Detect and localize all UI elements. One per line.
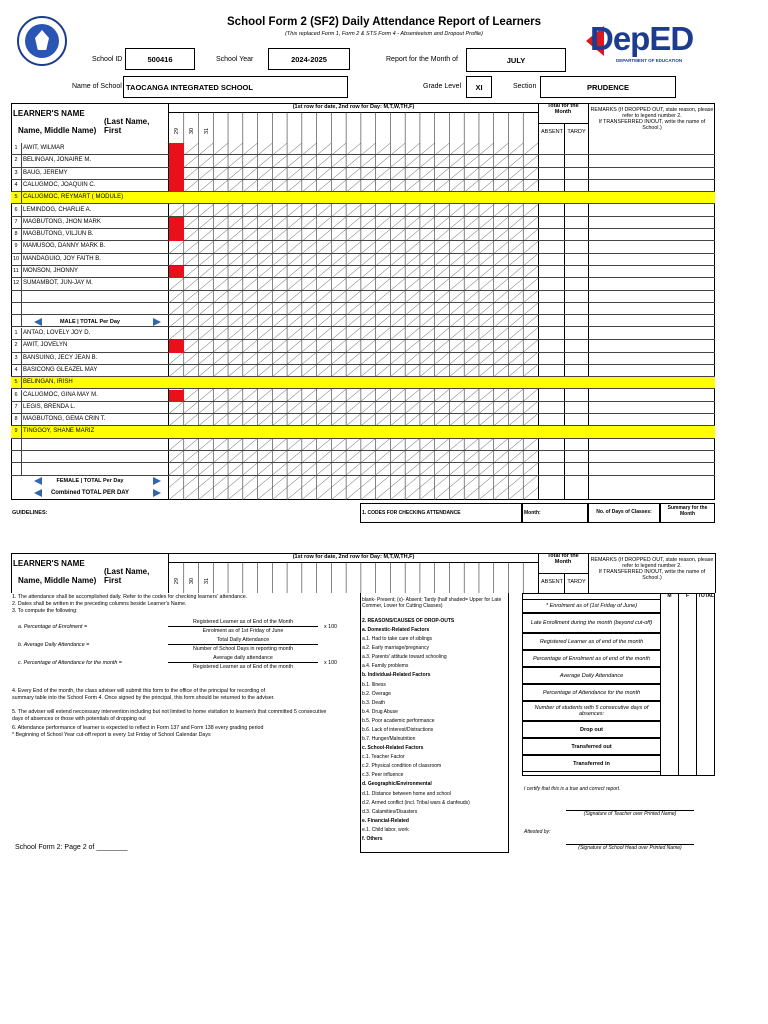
- female-total-label: FEMALE | TOTAL Per Day: [56, 478, 124, 484]
- learner-name: SUMAMBOT, JUN-JAY M.: [23, 280, 93, 287]
- codes-label: 1. CODES FOR CHECKING ATTENDANCE: [362, 510, 461, 516]
- learner-name-header-p2: [12, 557, 168, 593]
- day-30-p2: 30: [189, 577, 195, 585]
- male-learner-row: [11, 217, 715, 229]
- remarks-header: [590, 107, 714, 131]
- reasons-title: 2. REASONS/CAUSES OF DROP-OUTS: [362, 618, 455, 624]
- day-cell-diagonal: [317, 487, 332, 499]
- day-cell-diagonal: [184, 487, 199, 499]
- reason-item: e. Financial-Related: [362, 817, 409, 824]
- learner-name: LEGIS, BRENDA L.: [23, 403, 76, 410]
- total-month-header-p2: Total for the Month: [547, 553, 579, 565]
- reason-item: e.1. Child labor, work: [362, 826, 409, 833]
- learner-name: MANDAGUIO, JOY FAITH B.: [23, 255, 101, 262]
- day-cell-diagonal: [287, 475, 302, 487]
- reason-item: f. Others: [362, 835, 383, 842]
- formula-a-x100: x 100: [324, 624, 337, 630]
- learner-name: MAGBUTONG, GEMA CRIN T.: [23, 416, 106, 423]
- section-field[interactable]: PRUDENCE: [540, 76, 676, 98]
- combined-total-row: [12, 487, 168, 499]
- formula-c-num: Average daily attendance: [213, 655, 273, 661]
- arrow-left-icon: [34, 477, 42, 485]
- reason-item: a.3. Parents' attitude toward schooling: [362, 654, 447, 660]
- male-learner-row: [11, 254, 715, 266]
- learner-name: BANSUING, JECY JEAN B.: [23, 354, 98, 361]
- male-learner-row: [11, 168, 715, 180]
- female-total-row: [12, 475, 168, 487]
- school-id-label: School ID: [92, 56, 123, 63]
- reasons-list: [362, 626, 507, 844]
- female-learner-row: [11, 353, 715, 365]
- day-cell-diagonal: [523, 475, 538, 487]
- reason-item: b.6. Lack of interest/Distractions: [362, 726, 434, 733]
- learner-name-title-p2: LEARNER'S NAME: [13, 559, 85, 568]
- report-month-label: Report for the Month of: [386, 56, 458, 63]
- report-month-field[interactable]: JULY: [466, 48, 566, 72]
- deped-logo: [586, 20, 706, 68]
- learner-number: 4: [14, 366, 18, 373]
- reason-item: b.2. Overage: [362, 690, 391, 697]
- absent-mark: [169, 229, 184, 241]
- form-subtitle: (This replaced Form 1, Form 2 & STS Form 4 - Absenteeism and Dropout Profile): [285, 31, 483, 37]
- learner-number: 3: [14, 169, 18, 176]
- guideline-5a: 5. The adviser will extend neccessary intervention including but not limited to home visitation to learner/s that committed 5 consecutive: [12, 709, 327, 715]
- day-cell-diagonal: [184, 475, 199, 487]
- guideline-2: 2. Dates shall be written in the preceding columns beside Learner's Name.: [12, 601, 187, 607]
- reason-item: c. School-Related Factors: [362, 744, 424, 751]
- remarks-header-p2: [590, 557, 714, 581]
- male-learner-row: [11, 278, 715, 290]
- learner-name-title: LEARNER'S NAME: [13, 109, 85, 118]
- day-cell-diagonal: [376, 487, 391, 499]
- summary-row-label: Percentage of Enrolment as of end of the month: [522, 650, 661, 667]
- summary-row-label: Number of students with 5 consecutive days of absences:: [522, 701, 661, 721]
- formula-b-num: Total Daily Attendance: [216, 637, 270, 643]
- day-cell-diagonal: [464, 487, 479, 499]
- day-cell-diagonal: [213, 475, 228, 487]
- reason-item: b.7. Hunger/Malnutrition: [362, 735, 416, 742]
- learner-number: 12: [12, 280, 20, 287]
- day-29: 29: [174, 127, 180, 135]
- female-learner-row: [11, 451, 715, 463]
- learner-name: MAMUSOG, DANNY MARK B.: [23, 243, 106, 250]
- school-year-field[interactable]: 2024-2025: [268, 48, 350, 70]
- reason-item: b.4. Drug Abuse: [362, 708, 398, 715]
- guideline-5b: days of absences or those with potentials of dropping out: [12, 715, 146, 722]
- learner-name: CALUGMOC, JOAQUIN C.: [23, 181, 96, 188]
- day-cell-diagonal: [420, 475, 435, 487]
- codes-text: blank- Present; (x)- Absent; Tardy (half shaded= Upper for Late Commer, Lower for Cutting Classes): [362, 597, 502, 609]
- days-header: (1st row for date, 2nd row for Day: M,T,W,TH,F): [292, 104, 415, 110]
- formula-c-den: Registered Learner as of End of the month: [192, 664, 294, 670]
- day-cell-diagonal: [243, 475, 258, 487]
- summary-row-label: Percentage of Attendance for the month: [522, 684, 661, 701]
- learner-number: 3: [14, 354, 18, 361]
- learner-name: BASICONG GLEAZEL MAY: [23, 366, 98, 373]
- teacher-signature-label: (Signature of Teacher over Printed Name): [583, 811, 677, 817]
- summary-m-header: M: [667, 593, 672, 599]
- formula-b-label: b. Average Daily Attendance =: [18, 642, 90, 648]
- reason-item: d.3. Calamities/Disasters: [362, 808, 418, 815]
- day-cell-diagonal: [435, 475, 450, 487]
- reason-item: d. Geographic/Environmental: [362, 781, 432, 787]
- summary-row-label: Transferred out: [522, 738, 661, 755]
- day-cell-diagonal: [405, 475, 420, 487]
- male-learner-row: [11, 143, 715, 155]
- absent-mark: [169, 143, 184, 155]
- learner-number: 5: [14, 379, 18, 386]
- absent-mark: [169, 390, 184, 402]
- day-30: 30: [189, 127, 195, 135]
- male-learner-row: [11, 155, 715, 167]
- male-learner-row: [11, 192, 715, 204]
- formula-c-label: c. Percentage of Attendance for the month =: [18, 660, 122, 666]
- learner-number: 1: [14, 330, 18, 336]
- learner-number: 6: [14, 206, 18, 213]
- remarks-line-1-p2: REMARKS (If DROPPED OUT, state reason, please refer to legend number 2.: [590, 557, 714, 569]
- day-cell-diagonal: [287, 487, 302, 499]
- summary-f-header: F: [685, 593, 690, 599]
- female-learner-row: [11, 402, 715, 414]
- learner-name: AWIT, WILMAR: [23, 145, 65, 151]
- school-year-label: School Year: [216, 56, 254, 63]
- formula-a-den: Enrolment as of 1st Friday of June: [202, 628, 284, 634]
- female-learner-row: [11, 426, 715, 438]
- school-name-field[interactable]: TAOCANGA INTEGRATED SCHOOL: [123, 76, 348, 98]
- head-signature-label: (Signature of School Head over Printed Name): [578, 845, 682, 851]
- female-learner-row: [11, 340, 715, 352]
- summary-label: Summary for the Month: [667, 505, 708, 517]
- day-cell-diagonal: [479, 487, 494, 499]
- day-cell-diagonal: [346, 475, 361, 487]
- day-cell-diagonal: [523, 487, 538, 499]
- formula-b-den: Number of School Days in reporting month: [192, 646, 294, 652]
- day-cell-diagonal: [228, 487, 243, 499]
- reason-item: b.5. Poor academic performance: [362, 717, 435, 724]
- form-title: School Form 2 (SF2) Daily Attendance Report of Learners: [227, 16, 541, 28]
- combined-total-label: Combined TOTAL PER DAY: [50, 490, 130, 496]
- day-cell-diagonal: [317, 475, 332, 487]
- total-month-header: Total for the Month: [547, 103, 579, 115]
- section-label: Section: [513, 83, 537, 90]
- reason-item: d.2. Armed conflict (incl. Tribal wars & clanfeuds): [362, 799, 470, 806]
- formula-a-label: a. Percentage of Enrolment =: [18, 624, 88, 630]
- day-cell-diagonal: [405, 487, 420, 499]
- guidelines-label: GUIDELINES:: [12, 510, 48, 516]
- learner-number: 1: [14, 145, 18, 151]
- learner-name: BELINGAN, JONAIRE M.: [23, 157, 92, 164]
- guideline-4a: 4. Every End of the month, the class adviser will submit this form to the office of the principal for recording of: [12, 688, 266, 694]
- arrow-right-icon: [153, 489, 161, 497]
- page-number-label: School Form 2: Page 2 of ________: [15, 844, 128, 851]
- deped-logo-text: DepED: [590, 20, 694, 57]
- day-cell-diagonal: [331, 475, 346, 487]
- day-cell-diagonal: [199, 475, 214, 487]
- learner-number: 4: [14, 181, 18, 188]
- day-31: 31: [204, 127, 210, 135]
- learner-number: 2: [14, 342, 18, 349]
- reason-item: b.3. Death: [362, 699, 386, 706]
- day-cell-diagonal: [169, 475, 184, 487]
- guideline-4: [12, 688, 275, 701]
- remarks-line-2: If TRANSFERRED IN/OUT, write the name of School.): [598, 119, 706, 131]
- day-cell-diagonal: [479, 475, 494, 487]
- learner-name: BAUG, JEREMY: [23, 169, 68, 176]
- day-cell-diagonal: [508, 487, 523, 499]
- reason-item: d.1. Distance between home and school: [362, 790, 451, 797]
- day-cell-diagonal: [464, 475, 479, 487]
- learner-number: 2: [14, 157, 18, 164]
- female-learner-row: [11, 328, 715, 340]
- absent-mark: [169, 155, 184, 167]
- grade-level-label: Grade Level: [423, 83, 462, 90]
- absent-header: ABSENT: [540, 129, 563, 135]
- learner-name: TINGGOY, SHANE MARIZ: [23, 428, 95, 435]
- reason-item: a.4. Family problems: [362, 663, 409, 669]
- day-cell-diagonal: [361, 475, 376, 487]
- reason-item: b.1. Illness: [362, 681, 386, 688]
- learner-number: 8: [14, 231, 18, 238]
- month-label: Month:: [524, 510, 541, 516]
- male-learner-row: [11, 291, 715, 303]
- summary-row-label: Drop out: [522, 721, 661, 738]
- day-grid-page2: [169, 562, 538, 593]
- day-31-p2: 31: [204, 577, 210, 585]
- guideline-6b: * Beginning of School Year cut-off report is every 1st Friday of School Calendar Days: [12, 731, 211, 738]
- reason-item: c.2. Physical condition of classroom: [362, 763, 442, 769]
- learner-name: MAGBUTONG, JHON MARK: [23, 218, 101, 225]
- day-cell-diagonal: [258, 475, 273, 487]
- summary-row-label: Average Daily Attendance: [522, 667, 661, 684]
- absent-mark: [169, 217, 184, 229]
- summary-row-label: Late Enrollment during the month (beyond cut-off): [522, 613, 661, 633]
- learner-number: 7: [14, 218, 18, 225]
- summary-row-label: * Enrolment as of (1st Friday of June): [522, 599, 661, 613]
- learner-number: 6: [14, 391, 18, 398]
- formula-a-num: Registered Learner as of End of the Month: [192, 619, 294, 625]
- arrow-left-icon: [34, 489, 42, 497]
- remarks-line-2-p2: If TRANSFERRED IN/OUT, write the name of School.): [598, 569, 706, 581]
- day-cell-diagonal: [272, 487, 287, 499]
- day-cell-diagonal: [199, 487, 214, 499]
- day-cell-diagonal: [449, 487, 464, 499]
- learner-name-sub2-p2: Name, Middle Name): [18, 576, 97, 585]
- absent-mark: [169, 180, 184, 192]
- female-learner-row: [11, 365, 715, 377]
- guideline-1: 1. The attendance shall be accomplished daily. Refer to the codes for checking learners' attendance.: [12, 594, 248, 600]
- male-learner-row: [11, 266, 715, 278]
- learner-name-sub2: Name, Middle Name): [18, 126, 97, 135]
- male-learner-row: [11, 180, 715, 192]
- day-cell-diagonal: [361, 487, 376, 499]
- learner-number: 11: [13, 268, 19, 274]
- day-29-p2: 29: [174, 577, 180, 585]
- reason-item: a.2. Early marriage/pregnancy: [362, 645, 429, 651]
- absent-mark: [169, 266, 184, 278]
- deped-logo-subtext: DEPARTMENT OF EDUCATION: [616, 58, 683, 63]
- learner-name-header: [12, 107, 168, 143]
- learner-number: 8: [14, 416, 18, 423]
- learner-name: AWIT, JOVELYN: [23, 342, 68, 349]
- male-learner-row: [11, 229, 715, 241]
- guideline-4b: summary table into the School Form 4. Once signed by the principal, this form should be returned to the adviser.: [12, 694, 275, 701]
- learner-name: CALUGMOC, REYMART ( MODULE): [23, 194, 124, 201]
- summary-row-label: Transferred in: [522, 755, 661, 772]
- day-cell-diagonal: [376, 475, 391, 487]
- learner-number: 5: [14, 194, 18, 201]
- guideline-5: [12, 709, 326, 722]
- learner-name-sub-p2: (Last Name, First: [104, 567, 150, 585]
- day-cell-diagonal: [346, 487, 361, 499]
- day-cell-diagonal: [228, 475, 243, 487]
- female-learner-row: [11, 377, 715, 389]
- learner-number: 10: [12, 255, 20, 262]
- reason-item: b. Individual-Related Factors: [362, 672, 431, 678]
- day-cell-diagonal: [449, 475, 464, 487]
- guideline-6: [12, 725, 263, 738]
- remarks-line-1: REMARKS (If DROPPED OUT, state reason, please refer to legend number 2.: [590, 107, 714, 119]
- learner-name: MONSON, JHONNY: [23, 268, 79, 274]
- day-cell-diagonal: [435, 487, 450, 499]
- day-cell-diagonal: [169, 487, 184, 499]
- guideline-3: 3. To compute the following:: [12, 608, 78, 614]
- day-cell-diagonal: [508, 475, 523, 487]
- reason-item: c.3. Peer influence: [362, 772, 404, 778]
- absent-mark: [169, 168, 184, 180]
- day-cell-diagonal: [331, 487, 346, 499]
- day-cell-diagonal: [243, 487, 258, 499]
- learner-number: 7: [14, 403, 18, 410]
- certify-text: I certify that this is a true and correct report.: [524, 786, 621, 792]
- arrow-left-icon: [34, 318, 42, 326]
- summary-row-label: Registered Learner as of end of the month: [522, 633, 661, 650]
- guidelines-list: [12, 594, 247, 615]
- reason-item: a. Domestic-Related Factors: [362, 627, 430, 633]
- school-id-field[interactable]: 500416: [125, 48, 195, 70]
- tardy-header-p2: TARDY: [567, 579, 586, 585]
- learner-name: MAGBUTONG, VILJUN B.: [23, 231, 94, 238]
- learner-name: LEMINDOG, CHARLIE A.: [23, 206, 92, 213]
- female-learner-row: [11, 390, 715, 402]
- male-total-label: MALE | TOTAL Per Day: [60, 319, 120, 325]
- male-learner-row: [11, 205, 715, 217]
- day-cell-diagonal: [302, 487, 317, 499]
- learner-name: CALUGMOC, GINA MAY M.: [23, 391, 98, 398]
- absent-mark: [169, 340, 184, 352]
- day-cell-diagonal: [494, 475, 509, 487]
- learner-name-sub: (Last Name, First: [104, 117, 150, 135]
- attested-label: Attested by:: [524, 829, 551, 835]
- learner-number: 9: [14, 428, 18, 435]
- day-cell-diagonal: [272, 475, 287, 487]
- school-name-label: Name of School: [72, 83, 122, 90]
- guideline-6a: 6. Attendance performance of learner is expected to reflect in Form 137 and Form 138 every grading period: [12, 725, 264, 731]
- reason-item: c.1. Teacher Factor: [362, 754, 405, 760]
- day-cell-diagonal: [258, 487, 273, 499]
- male-learner-row: [11, 241, 715, 253]
- day-cell-diagonal: [390, 487, 405, 499]
- female-learner-row: [11, 463, 715, 475]
- reason-item: a.1. Had to take care of siblings: [362, 636, 433, 642]
- male-learner-row: [11, 303, 715, 315]
- learner-name: ANTAO, LOVELY JOY D.: [23, 330, 91, 336]
- summary-total-header: TOTAL: [697, 593, 715, 599]
- arrow-right-icon: [153, 477, 161, 485]
- formula-c-x100: x 100: [324, 660, 337, 666]
- day-cell-diagonal: [213, 487, 228, 499]
- female-learner-row: [11, 439, 715, 451]
- learner-name: BELINGAN, IRISH: [23, 379, 73, 386]
- tardy-header: TARDY: [567, 129, 586, 135]
- male-total-row: [12, 316, 168, 328]
- arrow-right-icon: [153, 318, 161, 326]
- day-cell-diagonal: [420, 487, 435, 499]
- days-classes-label: No. of Days of Classes:: [596, 509, 652, 515]
- days-header-p2: (1st row for date, 2nd row for Day: M,T,W,TH,F): [292, 554, 415, 560]
- absent-header-p2: ABSENT: [540, 579, 563, 585]
- grade-level-field[interactable]: XI: [466, 76, 492, 98]
- day-cell-diagonal: [494, 487, 509, 499]
- learner-number: 9: [14, 243, 18, 250]
- female-learner-row: [11, 414, 715, 426]
- day-cell-diagonal: [302, 475, 317, 487]
- day-cell-diagonal: [390, 475, 405, 487]
